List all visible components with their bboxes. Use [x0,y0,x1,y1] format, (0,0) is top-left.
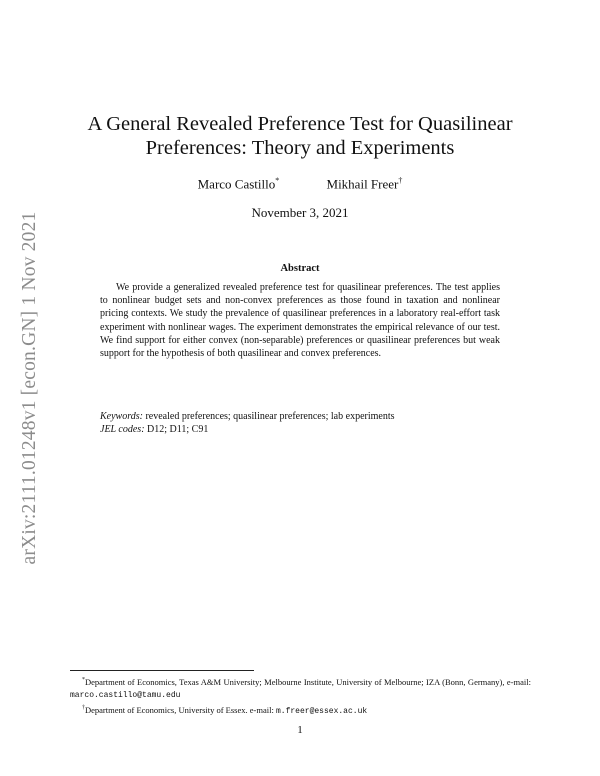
footnote-divider [70,670,254,671]
footnote-freer [70,702,531,718]
author-footnote-mark[interactable]: * [275,176,280,185]
page-number: 1 [297,724,303,736]
jel-codes-text: D12; D11; C91 [147,424,209,436]
keywords-text: revealed preferences; quasilinear preferences; lab experiments [145,411,395,422]
author-name: Marco Castillo [197,176,276,192]
abstract-body: We provide a generalized revealed preference test for quasilinear preferences. The test applies to nonlinear budget sets and non-convex preferences as those found in taxation and nonlinear pricing contexts. We study the prevalence of quasilinear preferences in a laboratory real-effort task experiment with nonlinear wages. The experiment demonstrates the empirical relevance of our test. We find support for either convex (non-separable) preferences or quasilinear preferences but weak support for the hypothesis of both quasilinear and convex preferences. [100,282,500,360]
keywords-block [100,410,500,436]
footnote-castillo [70,674,531,702]
footnotes [70,674,531,718]
footnote-text: Department of Economics, Texas A&M University; Melbourne Institute, University of Melbourne; IZA (Bonn, Germany), e-mail: [85,676,531,687]
footnote-text: Department of Economics, University of Essex. e-mail: [85,705,276,716]
email-link-castillo[interactable]: marco.castillo@tamu.edu [70,691,181,701]
author-freer [327,176,403,192]
jel-codes-line [100,423,500,436]
paper-date: November 3, 2021 [251,205,349,220]
author-name: Mikhail Freer [326,176,399,192]
paper-title: A General Revealed Preference Test for Quasilinear Preferences: Theory and Experiments [87,113,513,159]
footnote-mark: † [82,705,85,712]
footnote-mark: * [82,677,85,683]
author-footnote-mark[interactable]: † [398,176,403,185]
abstract-heading: Abstract [280,263,320,274]
keywords-label: Keywords: [100,411,143,422]
keywords-line [100,410,500,423]
author-list [0,176,600,192]
arxiv-identifier-stamp: arXiv:2111.01248v1 [econ.GN] 1 Nov 2021 [19,211,40,565]
jel-codes-label: JEL codes: [100,424,145,436]
author-castillo [198,176,280,192]
email-link-freer[interactable]: m.freer@essex.ac.uk [275,707,368,717]
